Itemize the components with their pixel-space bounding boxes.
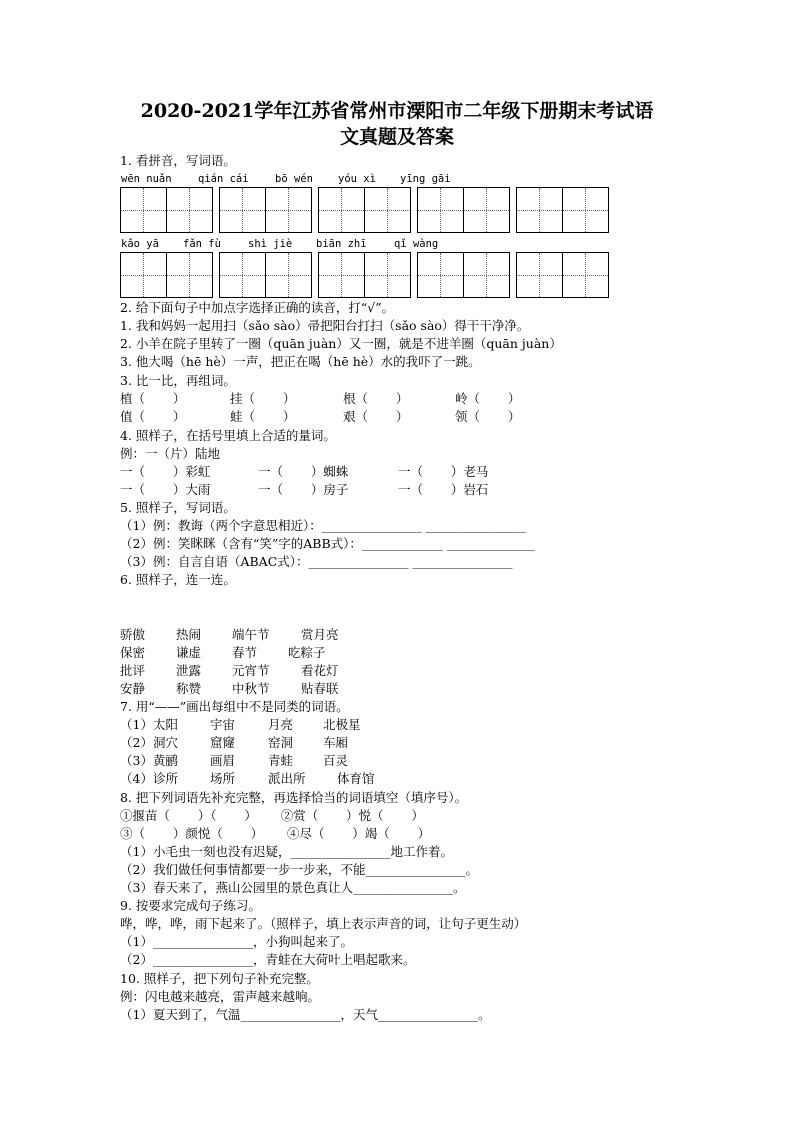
q9-item: （2）________________，青蛙在大荷叶上唱起歌来。 — [120, 952, 416, 967]
q9-instruction: 哗，哗，哗，雨下起来了。（照样子，填上表示声音的词，让句子更生动） — [120, 916, 527, 931]
q4-item: 一（ ）彩虹 — [120, 464, 211, 479]
pinyin: kǎo yā — [121, 238, 159, 250]
q6-word: 保密 — [120, 645, 146, 660]
q7-word: （3）黄鹂 — [120, 753, 178, 768]
q7-word: （1）太阳 — [120, 717, 178, 732]
pinyin: yīng gāi — [400, 173, 451, 185]
q7-word: 场所 — [210, 771, 236, 786]
q6-word: 泄露 — [176, 663, 202, 678]
q8-idioms: ①揠苗（ ）（ ） ②赏（ ）悦（ ） — [120, 808, 424, 823]
q6-heading: 6. 照样子，连一连。 — [120, 572, 236, 587]
q2-item: 2. 小羊在院子里转了一圈（quān juàn）又一圈，就是不进羊圈（quān juàn） — [120, 336, 562, 351]
writing-box[interactable] — [318, 187, 411, 233]
q6-word: 元宵节 — [232, 663, 270, 678]
q8-row — [120, 808, 424, 824]
pinyin: wēn nuǎn — [121, 173, 172, 185]
q10-item: （1）夏天到了，气温________________，天气________________。 — [120, 1007, 491, 1022]
writing-box[interactable] — [219, 187, 312, 233]
q3-item: 领（ ） — [455, 409, 521, 424]
writing-box[interactable] — [417, 187, 510, 233]
q5-item: （1）例：教诲（两个字意思相近）：________________ ________________ — [120, 518, 526, 533]
writing-box[interactable] — [516, 187, 609, 233]
q7-word: 体育馆 — [337, 771, 375, 786]
q2-item: 3. 他大喝（hē hè）一声，把正在喝（hē hè）水的我吓了一跳。 — [120, 354, 481, 369]
writing-box[interactable] — [417, 252, 510, 298]
q6-word: 中秋节 — [232, 681, 270, 696]
q7-word: 月亮 — [268, 717, 294, 732]
q8-item: （2）我们做任何事情都要一步一步来，不能________________。 — [120, 862, 478, 877]
q4-item: 一（ ）蜘蛛 — [258, 464, 349, 479]
writing-box[interactable] — [120, 252, 213, 298]
page-title-continued: 文真题及答案 — [339, 126, 454, 148]
writing-grid-row — [120, 252, 610, 298]
q10-heading: 10. 照样子，把下列句子补充完整。 — [120, 971, 319, 986]
pinyin: qián cái — [198, 173, 249, 185]
q4-example: 例：一（片）陆地 — [120, 446, 221, 461]
q3-item: 值（ ） — [120, 409, 186, 424]
q7-word: （4）诊所 — [120, 771, 178, 786]
q6-word: 热闹 — [176, 627, 202, 642]
q7-word: 车厢 — [323, 735, 349, 750]
q4-item: 一（ ）老马 — [398, 464, 489, 479]
q4-item: 一（ ）房子 — [258, 482, 349, 497]
q6-word: 贴春联 — [301, 681, 339, 696]
q3-item: 植（ ） — [120, 391, 186, 406]
q5-heading: 5. 照样子，写词语。 — [120, 500, 236, 515]
q6-word: 端午节 — [232, 627, 270, 642]
pinyin: fǎn fù — [183, 238, 221, 250]
q4-item: 一（ ）大雨 — [120, 482, 211, 497]
q5-item: （3）例：自言自语（ABAC式）：________________ ________________ — [120, 554, 513, 569]
q2-item: 1. 我和妈妈一起用扫（sǎo sào）帚把阳台打扫（sǎo sào）得干干净净。 — [120, 318, 530, 333]
q1-heading: 1. 看拼音，写词语。 — [120, 153, 236, 168]
writing-grid-row — [120, 187, 610, 233]
q9-heading: 9. 按要求完成句子练习。 — [120, 898, 261, 913]
q6-word: 赏月亮 — [301, 627, 339, 642]
q9-item: （1）________________，小狗叫起来了。 — [120, 934, 353, 949]
q6-word: 吃粽子 — [288, 645, 326, 660]
q3-item: 蛙（ ） — [230, 409, 296, 424]
q2-heading: 2. 给下面句子中加点字选择正确的读音，打“√”。 — [120, 300, 395, 315]
q7-heading: 7. 用“——”画出每组中不是同类的词语。 — [120, 699, 349, 714]
q7-word: 北极星 — [323, 717, 361, 732]
q7-word: 画眉 — [210, 753, 236, 768]
q6-word: 称赞 — [176, 681, 202, 696]
q7-word: 窑洞 — [268, 735, 294, 750]
q8-item: （3）春天来了，燕山公园里的景色真让人________________。 — [120, 880, 466, 895]
q6-word: 骄傲 — [120, 627, 146, 642]
q3-item: 岭（ ） — [455, 391, 521, 406]
writing-box[interactable] — [219, 252, 312, 298]
q7-word: 派出所 — [268, 771, 306, 786]
pinyin: qǐ wàng — [394, 238, 439, 250]
q6-word: 谦虚 — [176, 645, 202, 660]
page-title: 2020-2021学年江苏省常州市溧阳市二年级下册期末考试语 — [140, 100, 654, 122]
q6-word: 春节 — [232, 645, 258, 660]
q6-word: 批评 — [120, 663, 146, 678]
pinyin: shì jiè — [248, 238, 293, 250]
q8-idioms: ③（ ）颜悦（ ） ④尽（ ）竭（ ） — [120, 826, 431, 841]
q6-word: 安静 — [120, 681, 146, 696]
pinyin: yóu xì — [338, 173, 376, 185]
q7-word: 百灵 — [323, 753, 349, 768]
q5-item: （2）例：笑眯眯（含有“笑”字的ABB式）：_____________ ______________ — [120, 536, 535, 551]
q8-item: （1）小毛虫一刻也没有迟疑，________________地工作着。 — [120, 844, 453, 859]
q7-word: （2）洞穴 — [120, 735, 178, 750]
q8-heading: 8. 把下列词语先补充完整，再选择恰当的词语填空（填序号）。 — [120, 790, 468, 805]
q7-word: 窟窿 — [210, 735, 236, 750]
q4-heading: 4. 照样子，在括号里填上合适的量词。 — [120, 428, 336, 443]
writing-box[interactable] — [516, 252, 609, 298]
q4-item: 一（ ）岩石 — [398, 482, 489, 497]
q10-example: 例：闪电越来越亮，雷声越来越响。 — [120, 989, 321, 1004]
q7-word: 青蛙 — [268, 753, 294, 768]
writing-box[interactable] — [120, 187, 213, 233]
q6-word: 看花灯 — [301, 663, 339, 678]
q3-item: 挂（ ） — [230, 391, 296, 406]
pinyin: biān zhī — [316, 238, 367, 250]
q3-item: 根（ ） — [343, 391, 409, 406]
pinyin: bō wén — [275, 173, 313, 185]
q8-row — [120, 826, 430, 842]
writing-box[interactable] — [318, 252, 411, 298]
q3-heading: 3. 比一比，再组词。 — [120, 373, 236, 388]
q7-word: 宇宙 — [210, 717, 236, 732]
q3-item: 艰（ ） — [343, 409, 409, 424]
